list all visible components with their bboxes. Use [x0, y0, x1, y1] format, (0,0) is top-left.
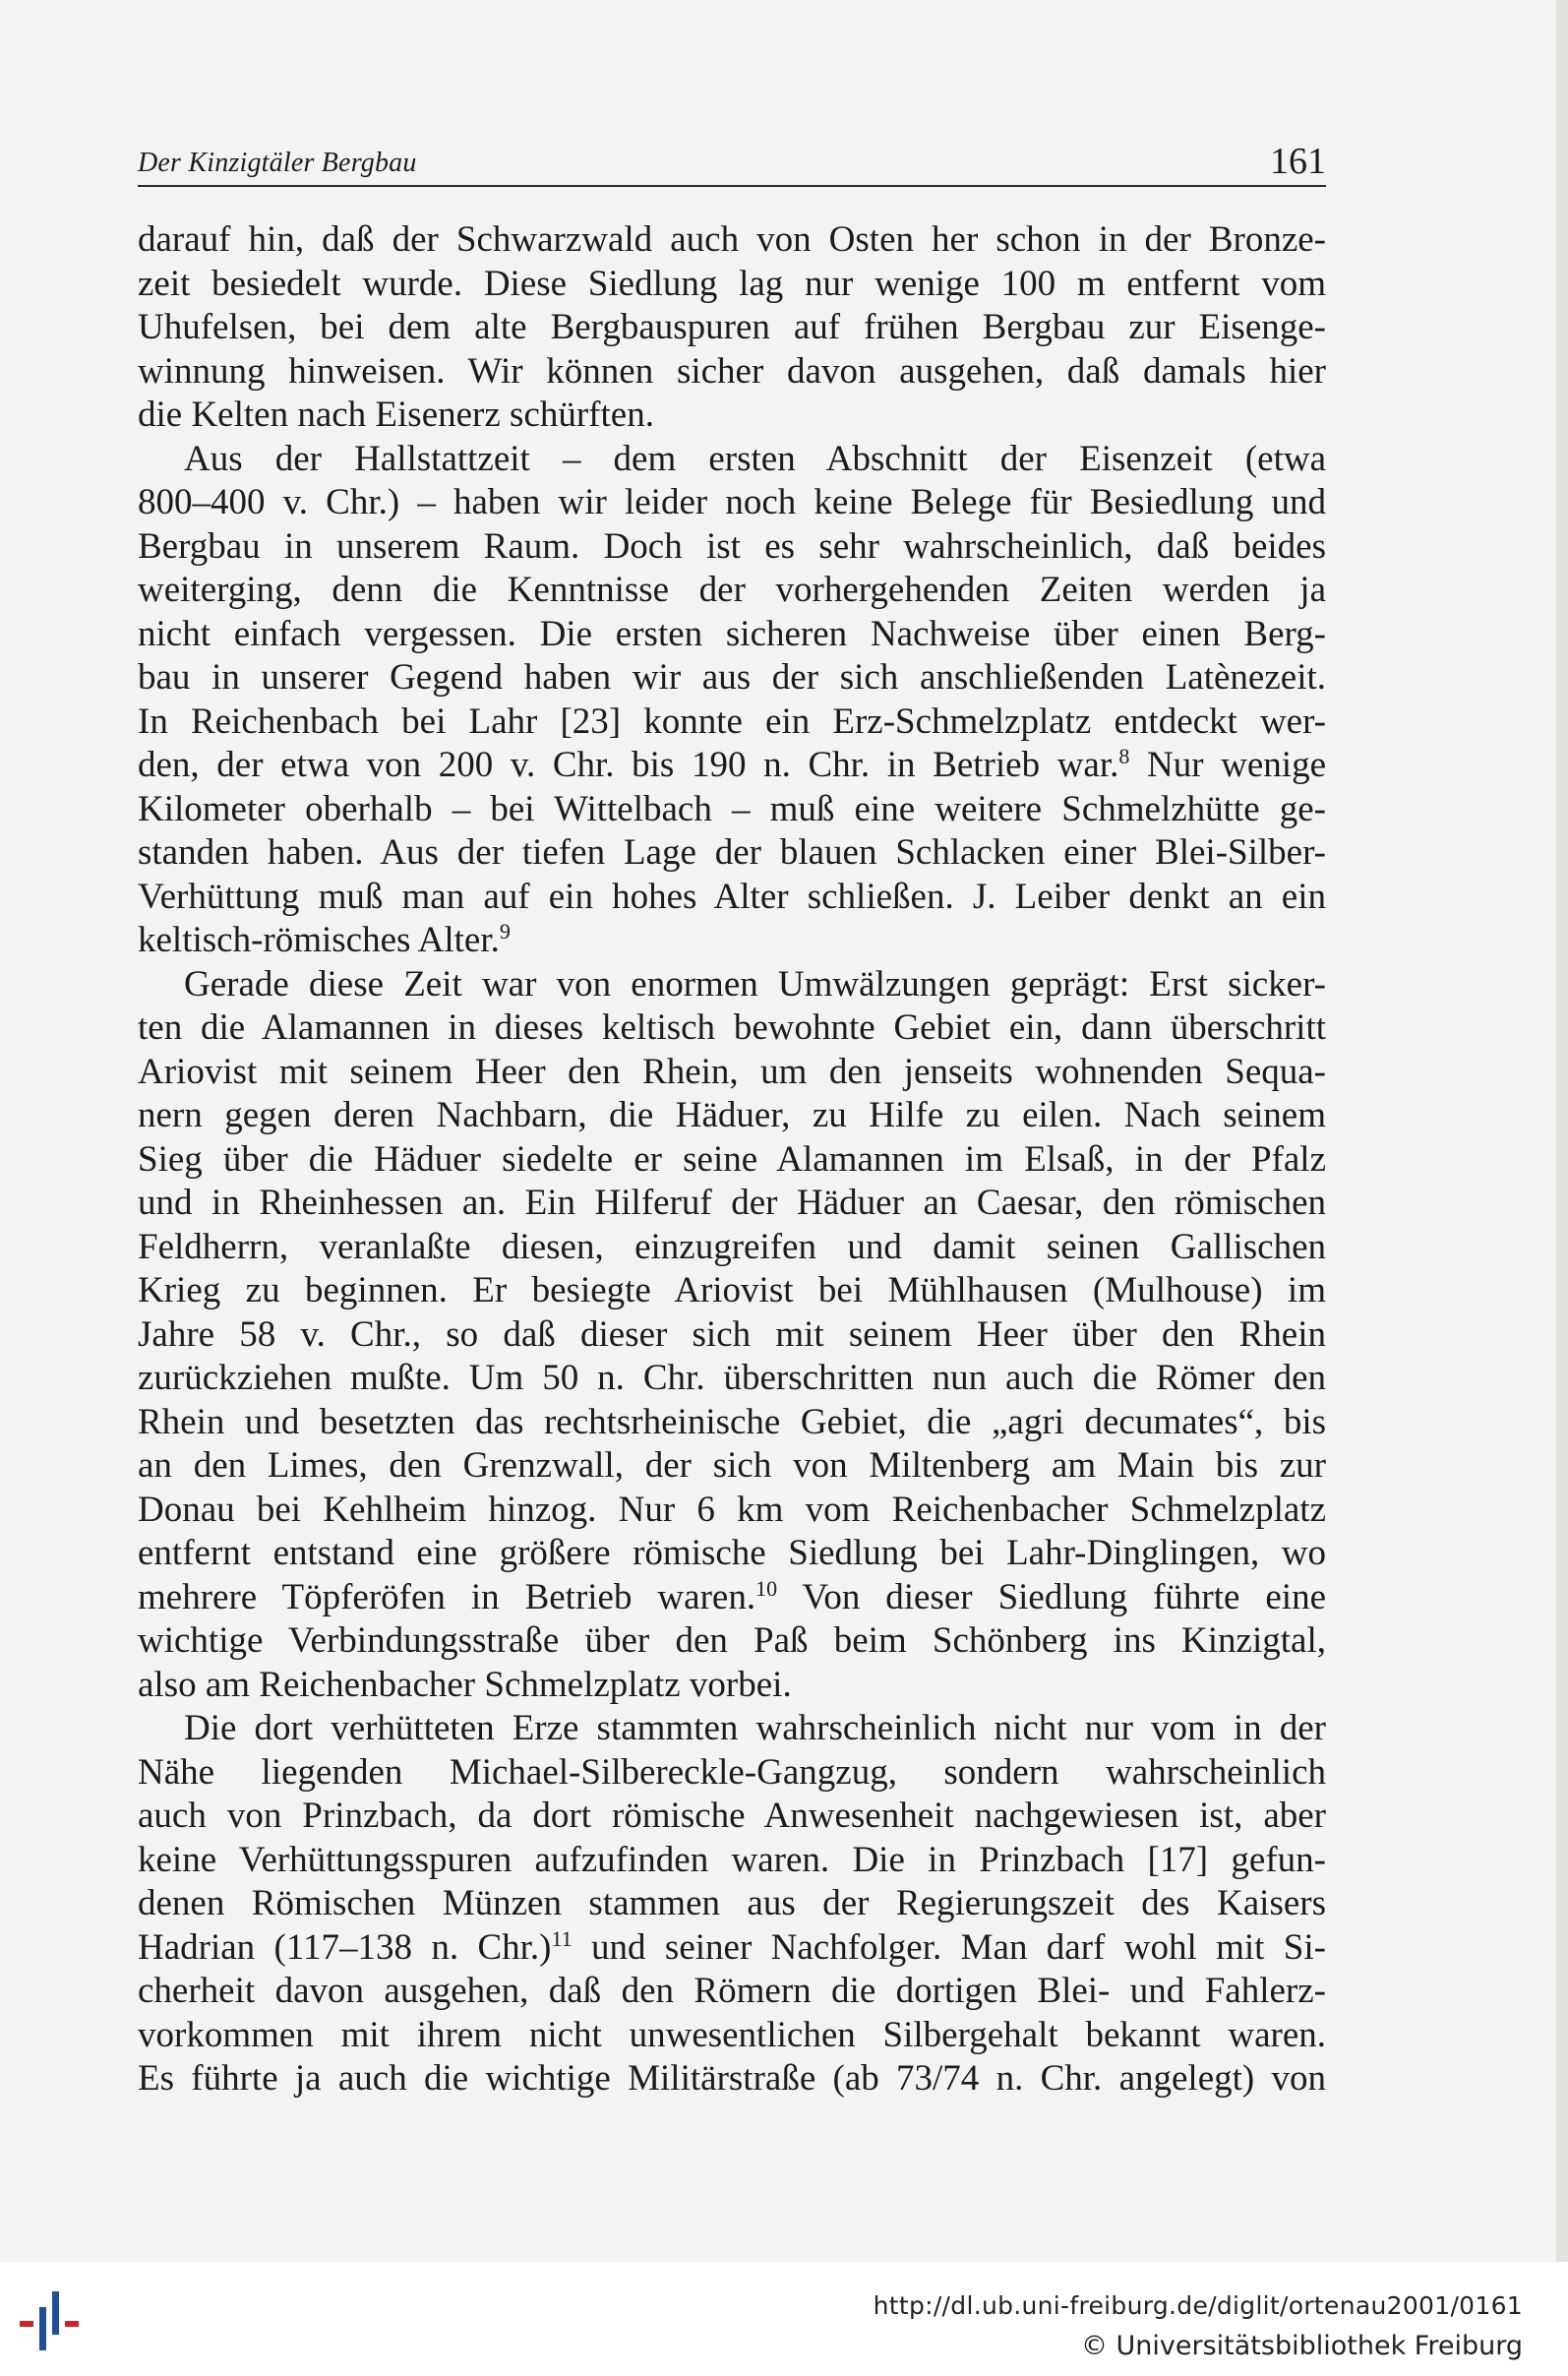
- text-segment: Von dieser Siedlung führte eine: [777, 1576, 1326, 1617]
- paragraph-2: [138, 438, 1326, 963]
- text-line: und in Rheinhessen an. Ein Hilferuf der Häduer an Caesar, den römischen: [138, 1183, 1326, 1223]
- text-line: 800–400 v. Chr.) – haben wir leider noch keine Belege für Besiedlung und: [138, 482, 1326, 522]
- text-line: keine Verhüttungsspuren aufzufinden waren. Die in Prinzbach [17] gefun-: [138, 1839, 1326, 1880]
- text-line: Sieg über die Häduer siedelte er seine Alamannen im Elsaß, in der Pfalz: [138, 1138, 1326, 1180]
- text-segment: und seiner Nachfolger. Man darf wohl mit Si-: [572, 1926, 1326, 1968]
- permalink-url[interactable]: http://dl.ub.uni-freiburg.de/diglit/ortenau2001/0161: [873, 2291, 1523, 2320]
- text-line: Gerade diese Zeit war von enormen Umwälzungen geprägt: Erst sicker-: [184, 963, 1326, 1005]
- text-line: entfernt entstand eine größere römische Siedlung bei Lahr-Dinglingen, wo: [138, 1533, 1326, 1573]
- text-line: Uhufelsen, bei dem alte Bergbauspuren auf frühen Bergbau zur Eisenge-: [138, 307, 1326, 347]
- paragraph-4: [138, 1707, 1326, 2102]
- text-line: nern gegen deren Nachbarn, die Häduer, zu Hilfe zu eilen. Nach seinem: [138, 1095, 1326, 1135]
- running-title: Der Kinzigtäler Bergbau: [138, 148, 417, 178]
- text-line: Kilometer oberhalb – bei Wittelbach – muß eine weitere Schmelzhütte ge-: [138, 788, 1326, 829]
- text-line: Feldherrn, veranlaßte diesen, einzugreifen und damit seinen Gallischen: [138, 1226, 1326, 1267]
- text-line: Verhüttung muß man auf ein hohes Alter schließen. J. Leiber denkt an ein: [138, 876, 1326, 917]
- text-line: Bergbau in unserem Raum. Doch ist es sehr wahrscheinlich, daß beides: [138, 525, 1326, 567]
- text-line: Es führte ja auch die wichtige Militärstraße (ab 73/74 n. Chr. angelegt) von: [138, 2058, 1326, 2099]
- copyright-notice: © Universitätsbibliothek Freiburg: [1080, 2331, 1523, 2361]
- logo-mark: [39, 2307, 46, 2350]
- footnote-marker: 8: [1118, 744, 1130, 768]
- body-text: [138, 218, 1326, 2102]
- text-line: Jahre 58 v. Chr., so daß dieser sich mit seinem Heer über den Rhein: [138, 1313, 1326, 1355]
- text-line: standen haben. Aus der tiefen Lage der blauen Schlacken einer Blei-Silber-: [138, 832, 1326, 873]
- text-line: Nähe liegenden Michael-Silbereckle-Gangzug, sondern wahrscheinlich: [138, 1751, 1326, 1793]
- text-line: an den Limes, den Grenzwall, der sich von Miltenberg am Main bis zur: [138, 1445, 1326, 1486]
- text-line: bau in unserer Gegend haben wir aus der sich anschließenden Latènezeit.: [138, 657, 1326, 698]
- logo-mark: [52, 2291, 59, 2335]
- footnote-marker: 11: [551, 1925, 573, 1951]
- text-line: vorkommen mit ihrem nicht unwesentlichen Silbergehalt bekannt waren.: [138, 2014, 1326, 2055]
- text-line: Donau bei Kehlheim hinzog. Nur 6 km vom Reichenbacher Schmelzplatz: [138, 1489, 1326, 1530]
- ub-freiburg-logo[interactable]: [16, 2278, 98, 2360]
- text-line: weiterging, denn die Kenntnisse der vorhergehenden Zeiten werden ja: [138, 570, 1326, 610]
- text-line: [138, 919, 1326, 963]
- text-line: In Reichenbach bei Lahr [23] konnte ein Erz-Schmelzplatz entdeckt wer-: [138, 701, 1326, 742]
- paragraph-1: [138, 218, 1326, 438]
- text-line: cherheit davon ausgehen, daß den Römern die dortigen Blei- und Fahlerz-: [138, 1971, 1326, 2011]
- text-line: darauf hin, daß der Schwarzwald auch von Osten her schon in der Bronze-: [138, 219, 1326, 260]
- text-segment: Hadrian (117–138 n. Chr.): [138, 1926, 552, 1968]
- text-segment: mehrere Töpferöfen in Betrieb waren.: [138, 1576, 756, 1617]
- scan-edge: [1556, 0, 1568, 2262]
- text-segment: den, der etwa von 200 v. Chr. bis 190 n. Chr. in Betrieb war.: [138, 745, 1119, 785]
- text-line: Ariovist mit seinem Heer den Rhein, um den jenseits wohnenden Sequa-: [138, 1051, 1326, 1092]
- page-number: 161: [1270, 141, 1326, 182]
- footer-bar: [0, 2262, 1568, 2376]
- text-line: winnung hinweisen. Wir können sicher davon ausgehen, daß damals hier: [138, 350, 1326, 392]
- footnote-marker: 9: [499, 919, 511, 944]
- text-line: [138, 1926, 1326, 1971]
- text-line: [138, 1576, 1326, 1620]
- text-line: nicht einfach vergessen. Die ersten sicheren Nachweise über einen Berg-: [138, 613, 1326, 654]
- logo-mark: [20, 2321, 33, 2327]
- text-segment: keltisch-römisches Alter.: [138, 920, 500, 960]
- text-line: zeit besiedelt wurde. Diese Siedlung lag nur wenige 100 m entfernt vom: [138, 263, 1326, 304]
- text-line: Krieg zu beginnen. Er besiegte Ariovist bei Mühlhausen (Mulhouse) im: [138, 1270, 1326, 1310]
- text-line: Rhein und besetzten das rechtsrheinische Gebiet, die „agri decumates“, bis: [138, 1401, 1326, 1442]
- text-line: denen Römischen Münzen stammen aus der Regierungszeit des Kaisers: [138, 1883, 1326, 1923]
- text-line: die Kelten nach Eisenerz schürften.: [138, 395, 654, 435]
- text-line: [138, 744, 1326, 788]
- footnote-marker: 10: [755, 1575, 778, 1601]
- logo-mark: [65, 2321, 79, 2327]
- paragraph-3: [138, 963, 1326, 1708]
- text-line: auch von Prinzbach, da dort römische Anwesenheit nachgewiesen ist, aber: [138, 1796, 1326, 1836]
- text-line: zurückziehen mußte. Um 50 n. Chr. überschritten nun auch die Römer den: [138, 1358, 1326, 1398]
- text-line: also am Reichenbacher Schmelzplatz vorbei.: [138, 1664, 792, 1705]
- text-line: Die dort verhütteten Erze stammten wahrscheinlich nicht nur vom in der: [184, 1708, 1326, 1748]
- running-head: [138, 134, 1326, 187]
- text-line: wichtige Verbindungsstraße über den Paß beim Schönberg ins Kinzigtal,: [138, 1620, 1326, 1661]
- text-line: ten die Alamannen in dieses keltisch bewohnte Gebiet ein, dann überschritt: [138, 1007, 1326, 1048]
- text-line: Aus der Hallstattzeit – dem ersten Abschnitt der Eisenzeit (etwa: [184, 438, 1326, 479]
- text-segment: Nur wenige: [1129, 745, 1327, 785]
